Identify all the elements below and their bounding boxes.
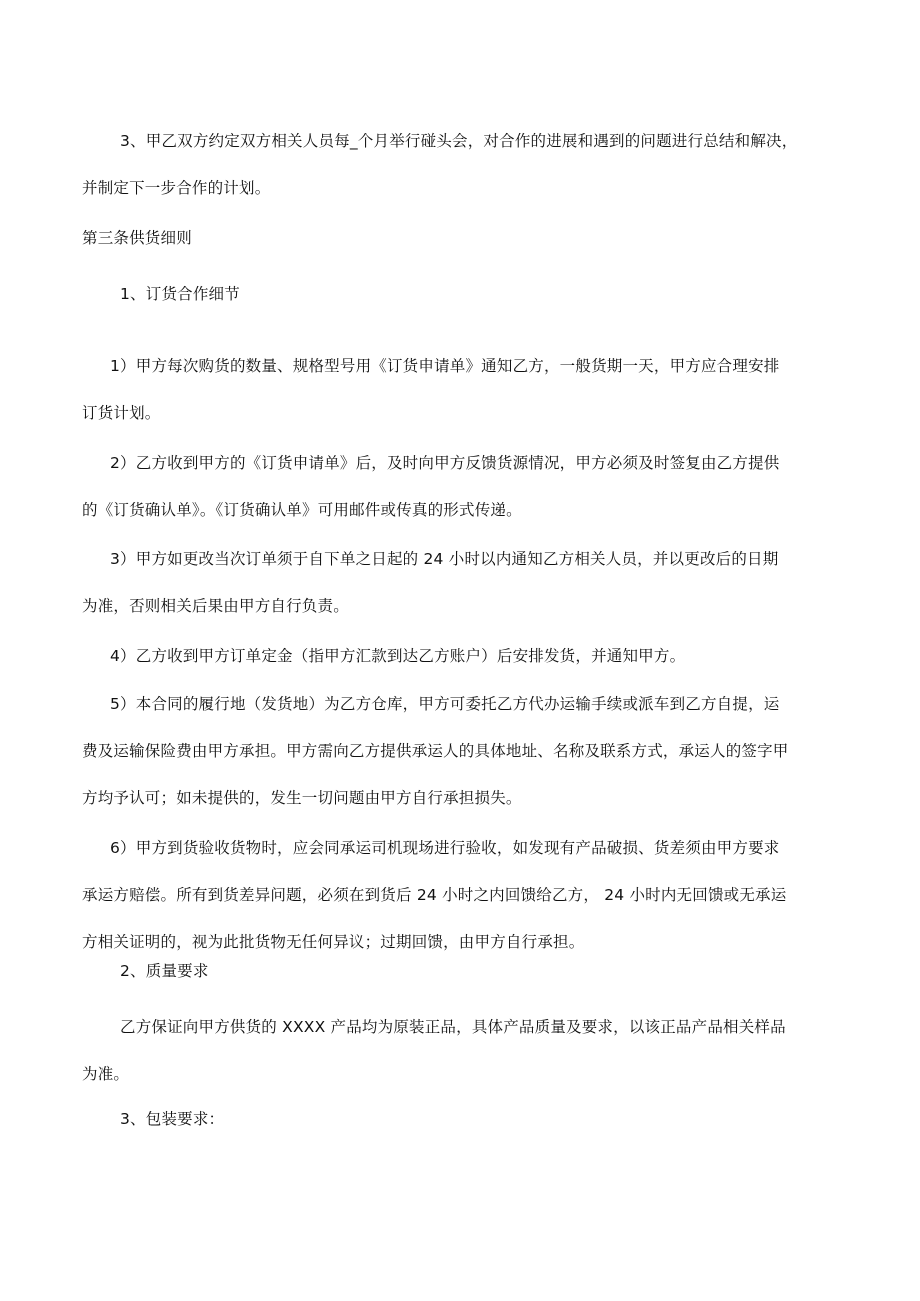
text-line: 为准。	[82, 1065, 130, 1083]
paragraph-quality	[82, 1004, 840, 1098]
section-heading-supply-rules	[82, 215, 840, 262]
text-line: 2）乙方收到甲方的《订货申请单》后，及时向甲方反馈货源情况，甲方必须及时签复由乙方提供	[110, 454, 780, 472]
text-line: 4）乙方收到甲方订单定金（指甲方汇款到达乙方账户）后安排发货，并通知甲方。	[110, 647, 686, 665]
text-line: 费及运输保险费由甲方承担。甲方需向乙方提供承运人的具体地址、名称及联系方式，承运人的签字甲	[82, 742, 789, 760]
text-line: 乙方保证向甲方供货的 XXXX 产品均为原装正品，具体产品质量及要求，以该正品产品相关样品	[120, 1018, 786, 1036]
subheading-packing	[82, 1096, 840, 1143]
heading-text: 1、订货合作细节	[120, 285, 240, 303]
text-line: 3）甲方如更改当次订单须于自下单之日起的 24 小时以内通知乙方相关人员，并以更改后的日期	[110, 550, 779, 568]
subheading-quality	[82, 948, 840, 995]
paragraph-item-2	[82, 440, 840, 534]
paragraph-item-6	[82, 825, 840, 966]
text-line: 5）本合同的履行地（发货地）为乙方仓库，甲方可委托乙方代办运输手续或派车到乙方自提，运	[110, 695, 780, 713]
text-line: 的《订货确认单》。《订货确认单》可用邮件或传真的形式传递。	[82, 501, 522, 519]
heading-text: 2、质量要求	[120, 962, 209, 980]
paragraph-item-4	[82, 633, 840, 680]
paragraph-item-1	[82, 343, 840, 437]
paragraph-item-3	[82, 536, 840, 630]
text-line: 3、甲乙双方约定双方相关人员每_个月举行碰头会，对合作的进展和遇到的问题进行总结和解决，	[120, 132, 798, 150]
text-line: 方相关证明的，视为此批货物无任何异议；过期回馈，由甲方自行承担。	[82, 933, 585, 951]
text-line: 承运方赔偿。所有到货差异问题，必须在到货后 24 小时之内回馈给乙方， 24 小时内无回馈或无承运	[82, 886, 787, 904]
text-line: 为准，否则相关后果由甲方自行负责。	[82, 597, 349, 615]
text-line: 6）甲方到货验收货物时，应会同承运司机现场进行验收，如发现有产品破损、货差须由甲方要求	[110, 839, 780, 857]
heading-text: 3、包装要求：	[120, 1110, 225, 1128]
text-line: 方均予认可；如未提供的，发生一切问题由甲方自行承担损失。	[82, 789, 522, 807]
paragraph-item-5	[82, 681, 840, 822]
text-line: 并制定下一步合作的计划。	[82, 179, 271, 197]
text-line: 1）甲方每次购货的数量、规格型号用《订货申请单》通知乙方，一般货期一天，甲方应合理安排	[110, 357, 780, 375]
paragraph-meeting-clause	[82, 118, 840, 212]
subheading-order-details	[82, 271, 840, 318]
heading-text: 第三条供货细则	[82, 229, 192, 247]
text-line: 订货计划。	[82, 404, 161, 422]
